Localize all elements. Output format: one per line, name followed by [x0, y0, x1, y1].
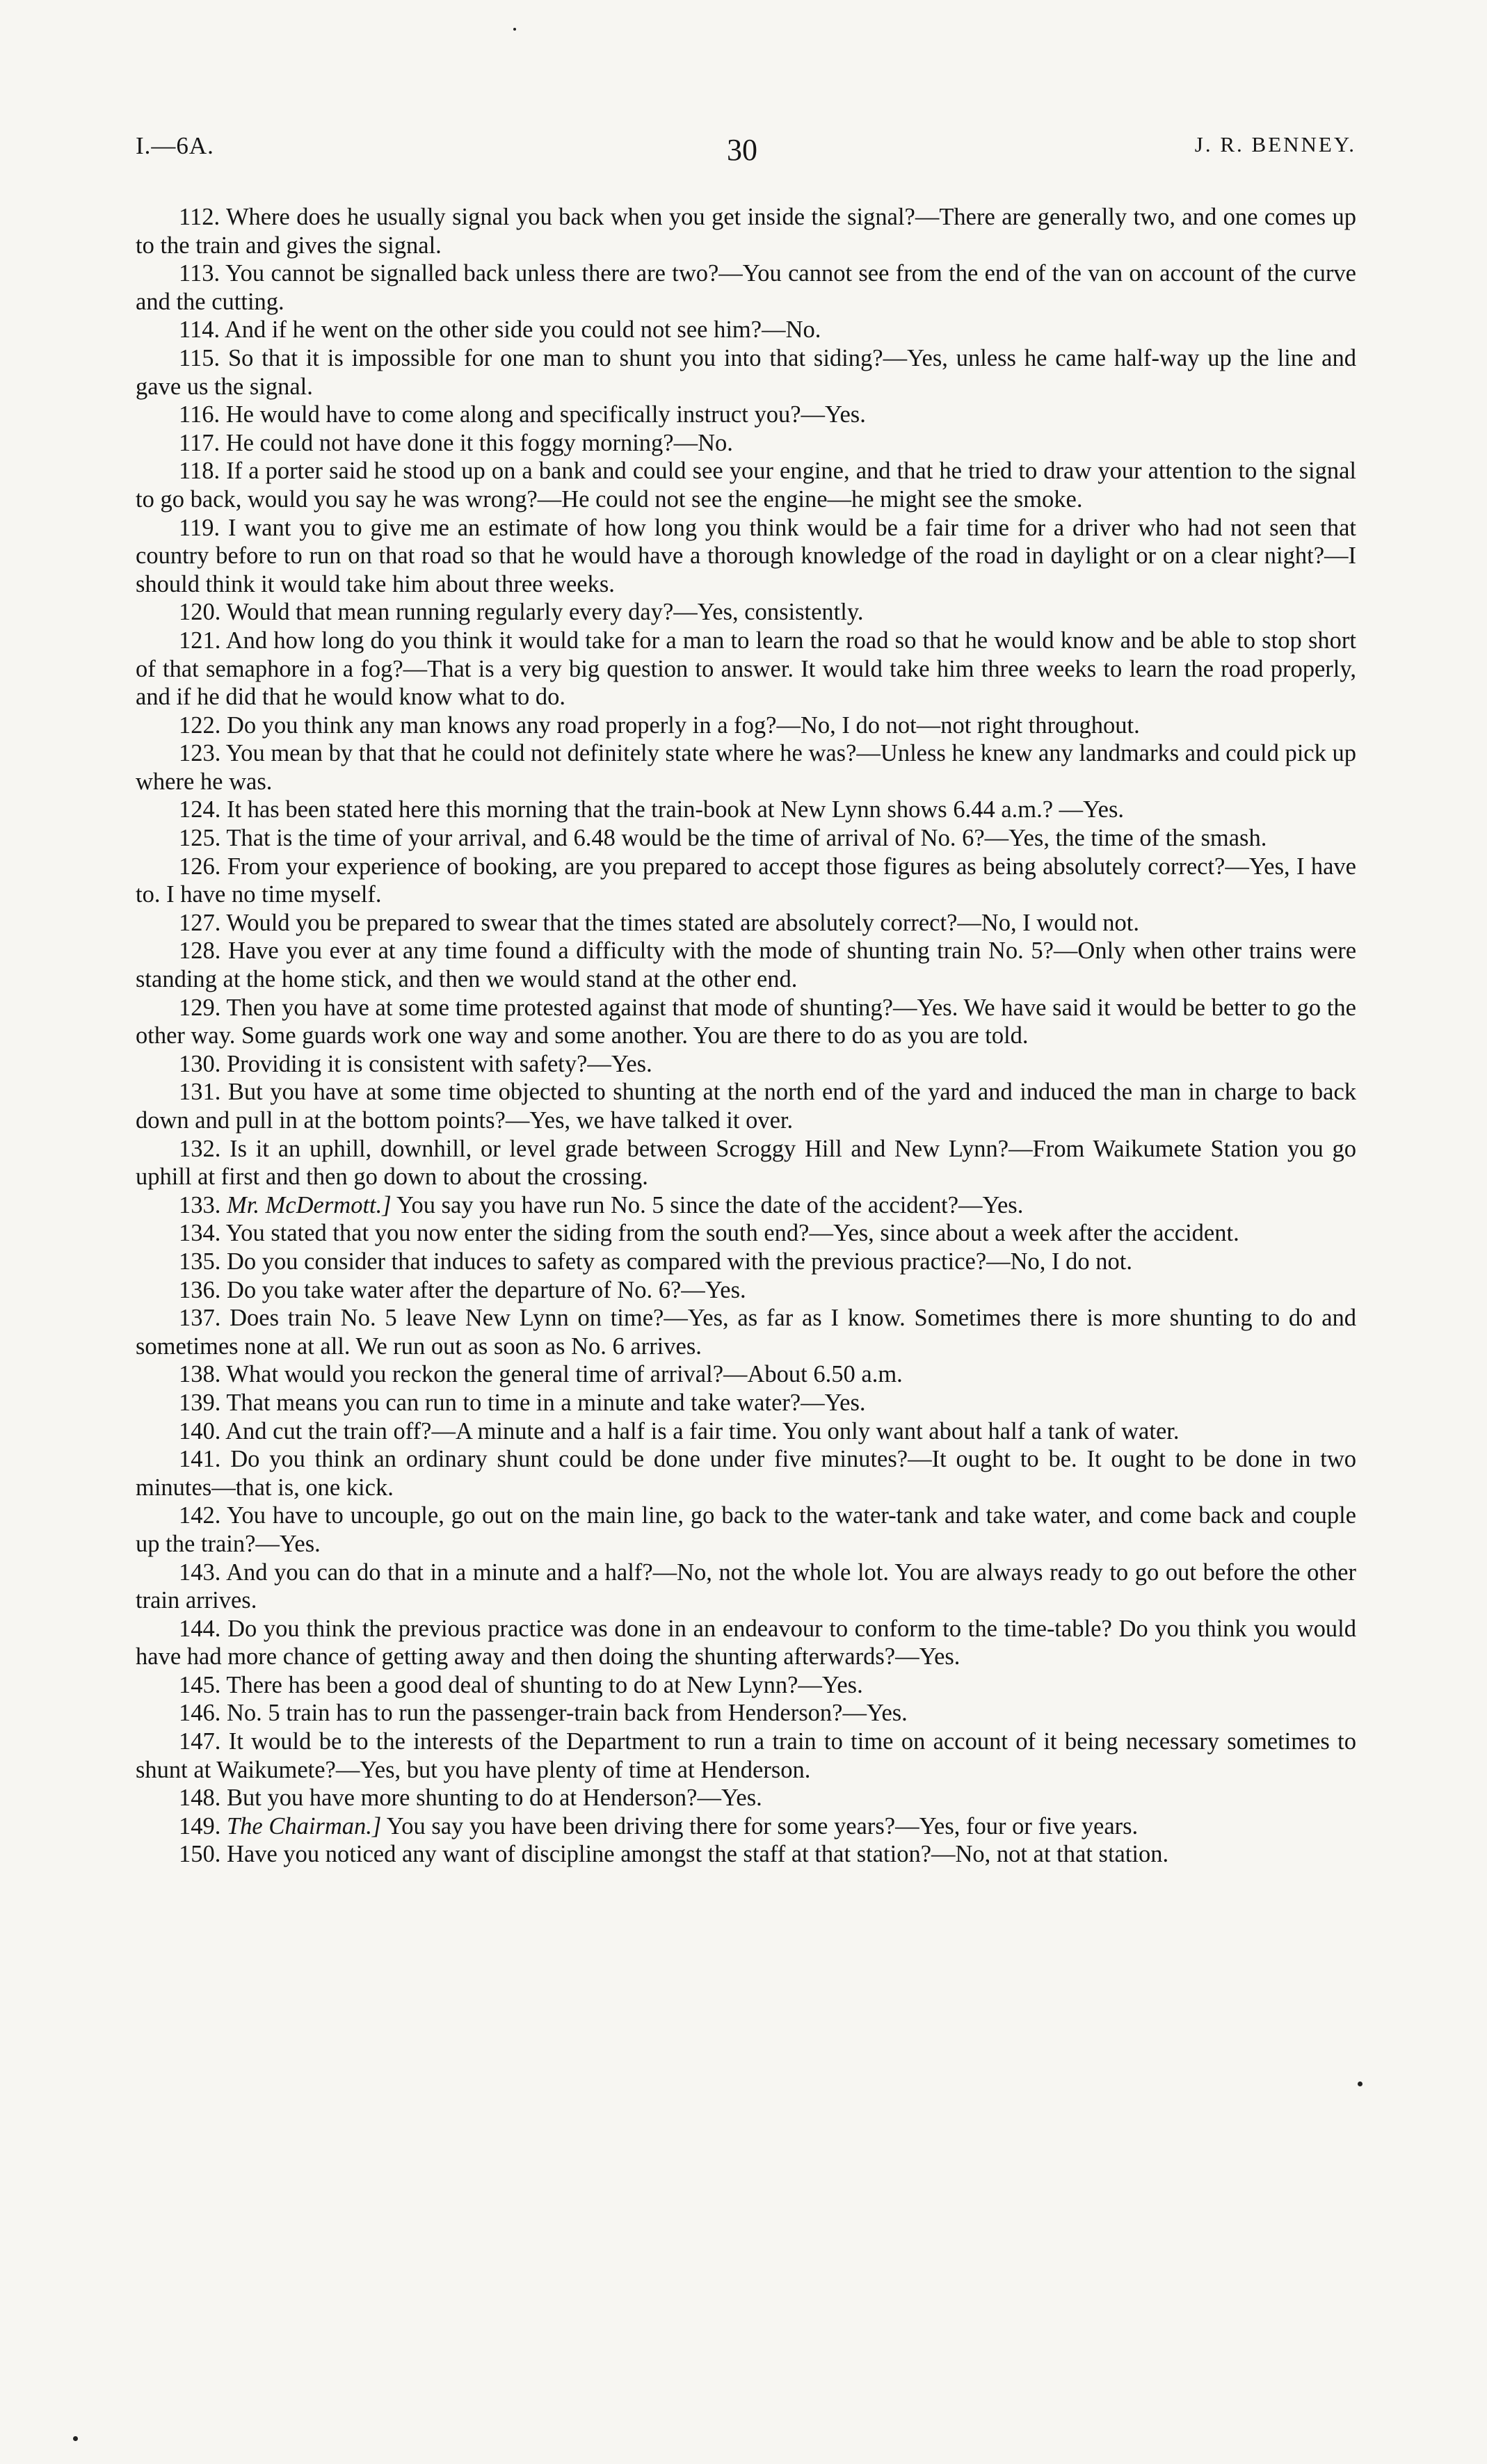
question-paragraph — [136, 909, 1356, 937]
question-paragraph — [136, 1501, 1356, 1558]
question-text: Providing it is consistent with safety?—Yes. — [227, 1050, 652, 1077]
question-number: 135. — [179, 1248, 221, 1275]
question-number: 139. — [179, 1389, 221, 1416]
witness-name: J. R. BENNEY. — [1194, 132, 1356, 156]
question-number: 129. — [179, 994, 221, 1021]
question-number: 132. — [179, 1135, 221, 1162]
question-paragraph — [136, 1812, 1356, 1841]
question-paragraph — [136, 514, 1356, 599]
question-text: Would you be prepared to swear that the times stated are absolutely correct?—No, I would not. — [226, 909, 1139, 936]
question-number: 115. — [179, 344, 220, 371]
question-text: That means you can run to time in a minute and take water?—Yes. — [226, 1389, 866, 1416]
question-number: 122. — [179, 711, 221, 739]
question-paragraph — [136, 598, 1356, 627]
question-text: Does train No. 5 leave New Lynn on time?—Yes, as far as I know. Sometimes there is more shunting to do and sometimes none at all. We run out as soon as No. 6 arrives. — [136, 1305, 1357, 1360]
question-paragraph — [136, 853, 1356, 909]
page-number: 30 — [727, 133, 757, 167]
question-paragraph — [136, 1784, 1356, 1812]
speaker-label: Mr. McDermott.] — [227, 1191, 392, 1218]
question-text: If a porter said he stood up on a bank and could see your engine, and that he tried to draw your attention to the signal to go back, would you say he was wrong?—He could not see the engine—he might see the smoke. — [136, 458, 1357, 513]
question-paragraph — [136, 429, 1356, 458]
question-text: Have you noticed any want of discipline amongst the staff at that station?—No, not at that station. — [227, 1841, 1169, 1868]
question-paragraph — [136, 1219, 1356, 1248]
question-paragraph — [136, 1191, 1356, 1220]
question-paragraph — [136, 1615, 1356, 1671]
question-paragraph — [136, 1728, 1356, 1784]
question-text: But you have at some time objected to shunting at the north end of the yard and induced the man in charge to back down and pull in at the bottom points?—Yes, we have talked it over. — [136, 1079, 1357, 1134]
question-paragraph — [136, 994, 1356, 1050]
page — [136, 132, 1356, 1869]
question-paragraph — [136, 1699, 1356, 1728]
question-number: 143. — [179, 1559, 221, 1586]
question-number: 125. — [179, 825, 221, 852]
question-paragraph — [136, 203, 1356, 259]
question-number: 148. — [179, 1785, 221, 1812]
question-text: He would have to come along and specifically instruct you?—Yes. — [225, 401, 866, 428]
question-number: 120. — [179, 599, 221, 626]
question-paragraph — [136, 1276, 1356, 1305]
question-number: 128. — [179, 937, 221, 965]
question-number: 146. — [179, 1700, 221, 1727]
question-paragraph — [136, 1671, 1356, 1700]
question-number: 141. — [179, 1446, 221, 1473]
evidence-body — [136, 203, 1356, 1869]
question-text: And cut the train off?—A minute and a half is a fair time. You only want about half a tank of water. — [225, 1417, 1180, 1444]
question-text: But you have more shunting to do at Henderson?—Yes. — [227, 1785, 762, 1812]
question-text: From your experience of booking, are you prepared to accept those figures as being absolutely correct?—Yes, I have to. I have no time myself. — [136, 853, 1356, 908]
question-number: 130. — [179, 1050, 221, 1077]
question-text: Then you have at some time protested against that mode of shunting?—Yes. We have said it would be better to go the other way. Some guards work one way and some another. You are there to do as you are told. — [136, 994, 1356, 1049]
question-paragraph — [136, 1304, 1356, 1360]
question-paragraph — [136, 739, 1356, 796]
stray-mark — [73, 2436, 78, 2441]
question-number: 140. — [179, 1417, 221, 1444]
question-paragraph — [136, 457, 1356, 513]
question-paragraph — [136, 1050, 1356, 1079]
question-number: 117. — [179, 429, 220, 456]
question-number: 118. — [179, 458, 220, 485]
question-number: 134. — [179, 1220, 221, 1247]
question-text: Is it an uphill, downhill, or level grade between Scroggy Hill and New Lynn?—From Waikumete Station you go uphill at first and then go down to about the crossing. — [136, 1135, 1356, 1191]
question-text: He could not have done it this foggy morning?—No. — [225, 429, 733, 456]
question-paragraph — [136, 937, 1356, 993]
question-paragraph — [136, 259, 1356, 316]
question-paragraph — [136, 1135, 1356, 1191]
question-text: No. 5 train has to run the passenger-train back from Henderson?—Yes. — [227, 1700, 908, 1727]
question-text: You say you have run No. 5 since the date of the accident?—Yes. — [396, 1191, 1024, 1218]
speaker-label: The Chairman.] — [227, 1812, 382, 1839]
question-number: 112. — [179, 204, 220, 230]
question-text: You cannot be signalled back unless there are two?—You cannot see from the end of the van on account of the curve and the cutting. — [136, 260, 1356, 315]
question-number: 116. — [179, 401, 220, 428]
question-paragraph — [136, 316, 1356, 344]
question-text: There has been a good deal of shunting to do at New Lynn?—Yes. — [226, 1671, 863, 1698]
stray-mark — [1358, 2081, 1363, 2086]
question-text: Do you think the previous practice was done in an endeavour to conform to the time-table? Do you think you would have had more chance of getting away and then doing the shunting afterwards?—Yes. — [136, 1615, 1357, 1670]
question-text: I want you to give me an estimate of how long you think would be a fair time for a driver who had not seen that country before to run on that road so that he would have a thorough knowledge of the road in daylight or on a clear night?—I should think it would take him about three weeks. — [136, 514, 1356, 597]
question-paragraph — [136, 1445, 1356, 1501]
question-text: Do you consider that induces to safety as compared with the previous practice?—No, I do not. — [227, 1248, 1133, 1275]
question-paragraph — [136, 401, 1356, 429]
question-text: It would be to the interests of the Department to run a train to time on account of it being necessary sometimes to shunt at Waikumete?—Yes, but you have plenty of time at Henderson. — [136, 1728, 1357, 1783]
question-text: You stated that you now enter the siding from the south end?—Yes, since about a week after the accident. — [225, 1220, 1239, 1247]
question-text: You mean by that that he could not definitely state where he was?—Unless he knew any landmarks and could pick up where he was. — [136, 740, 1356, 795]
question-paragraph — [136, 1559, 1356, 1615]
document-reference: I.—6A. — [136, 132, 214, 159]
question-number: 127. — [179, 909, 221, 936]
question-paragraph — [136, 1360, 1356, 1389]
question-number: 131. — [179, 1079, 221, 1106]
question-text: Do you think any man knows any road properly in a fog?—No, I do not—not right throughout. — [227, 711, 1140, 739]
question-paragraph — [136, 1078, 1356, 1134]
question-text: So that it is impossible for one man to shunt you into that siding?—Yes, unless he came half-way up the line and gave us the signal. — [136, 344, 1356, 400]
question-paragraph — [136, 1248, 1356, 1276]
question-number: 124. — [179, 796, 221, 823]
page-header — [136, 132, 1356, 174]
question-number: 123. — [179, 740, 221, 767]
question-text: Do you take water after the departure of No. 6?—Yes. — [227, 1276, 746, 1303]
question-text: It has been stated here this morning that the train-book at New Lynn shows 6.44 a.m.? —Yes. — [227, 796, 1125, 823]
question-paragraph — [136, 796, 1356, 824]
question-paragraph — [136, 1389, 1356, 1417]
question-number: 142. — [179, 1502, 221, 1529]
question-text: What would you reckon the general time of arrival?—About 6.50 a.m. — [226, 1361, 903, 1388]
question-number: 113. — [179, 260, 220, 287]
question-paragraph — [136, 1417, 1356, 1446]
question-text: Would that mean running regularly every day?—Yes, consistently. — [226, 599, 864, 626]
stray-mark — [513, 28, 516, 31]
question-text: Do you think an ordinary shunt could be done under five minutes?—It ought to be. It ought to be done in two minutes—that is, one kick. — [136, 1446, 1356, 1501]
question-number: 137. — [179, 1305, 221, 1332]
question-text: And how long do you think it would take for a man to learn the road so that he would know and be able to stop short of that semaphore in a fog?—That is a very big question to answer. It would take him three weeks to learn the road properly, and if he did that he would know what to do. — [136, 627, 1356, 711]
question-number: 133. — [179, 1191, 221, 1218]
question-text: You have to uncouple, go out on the main line, go back to the water-tank and take water, and come back and couple up the train?—Yes. — [136, 1502, 1356, 1557]
question-number: 147. — [179, 1728, 221, 1755]
question-number: 150. — [179, 1841, 221, 1868]
question-paragraph — [136, 627, 1356, 711]
question-text: That is the time of your arrival, and 6.48 would be the time of arrival of No. 6?—Yes, the time of the smash. — [226, 825, 1267, 852]
question-text: And you can do that in a minute and a half?—No, not the whole lot. You are always ready to go out before the other train arrives. — [136, 1559, 1356, 1614]
question-number: 138. — [179, 1361, 221, 1388]
question-number: 136. — [179, 1276, 221, 1303]
question-text: And if he went on the other side you could not see him?—No. — [224, 316, 821, 344]
question-number: 119. — [179, 514, 220, 541]
question-number: 121. — [179, 627, 221, 654]
question-number: 126. — [179, 853, 221, 880]
question-number: 149. — [179, 1812, 221, 1839]
question-paragraph — [136, 1840, 1356, 1869]
question-number: 144. — [179, 1615, 221, 1642]
question-paragraph — [136, 824, 1356, 853]
question-number: 114. — [179, 316, 220, 344]
question-paragraph — [136, 711, 1356, 740]
question-number: 145. — [179, 1671, 221, 1698]
question-text: You say you have been driving there for some years?—Yes, four or five years. — [386, 1812, 1139, 1839]
question-paragraph — [136, 344, 1356, 401]
question-text: Where does he usually signal you back when you get inside the signal?—There are generally two, and one comes up to the train and gives the signal. — [136, 204, 1356, 259]
question-text: Have you ever at any time found a difficulty with the mode of shunting train No. 5?—Only when other trains were standing at the home stick, and then we would stand at the other end. — [136, 937, 1357, 993]
